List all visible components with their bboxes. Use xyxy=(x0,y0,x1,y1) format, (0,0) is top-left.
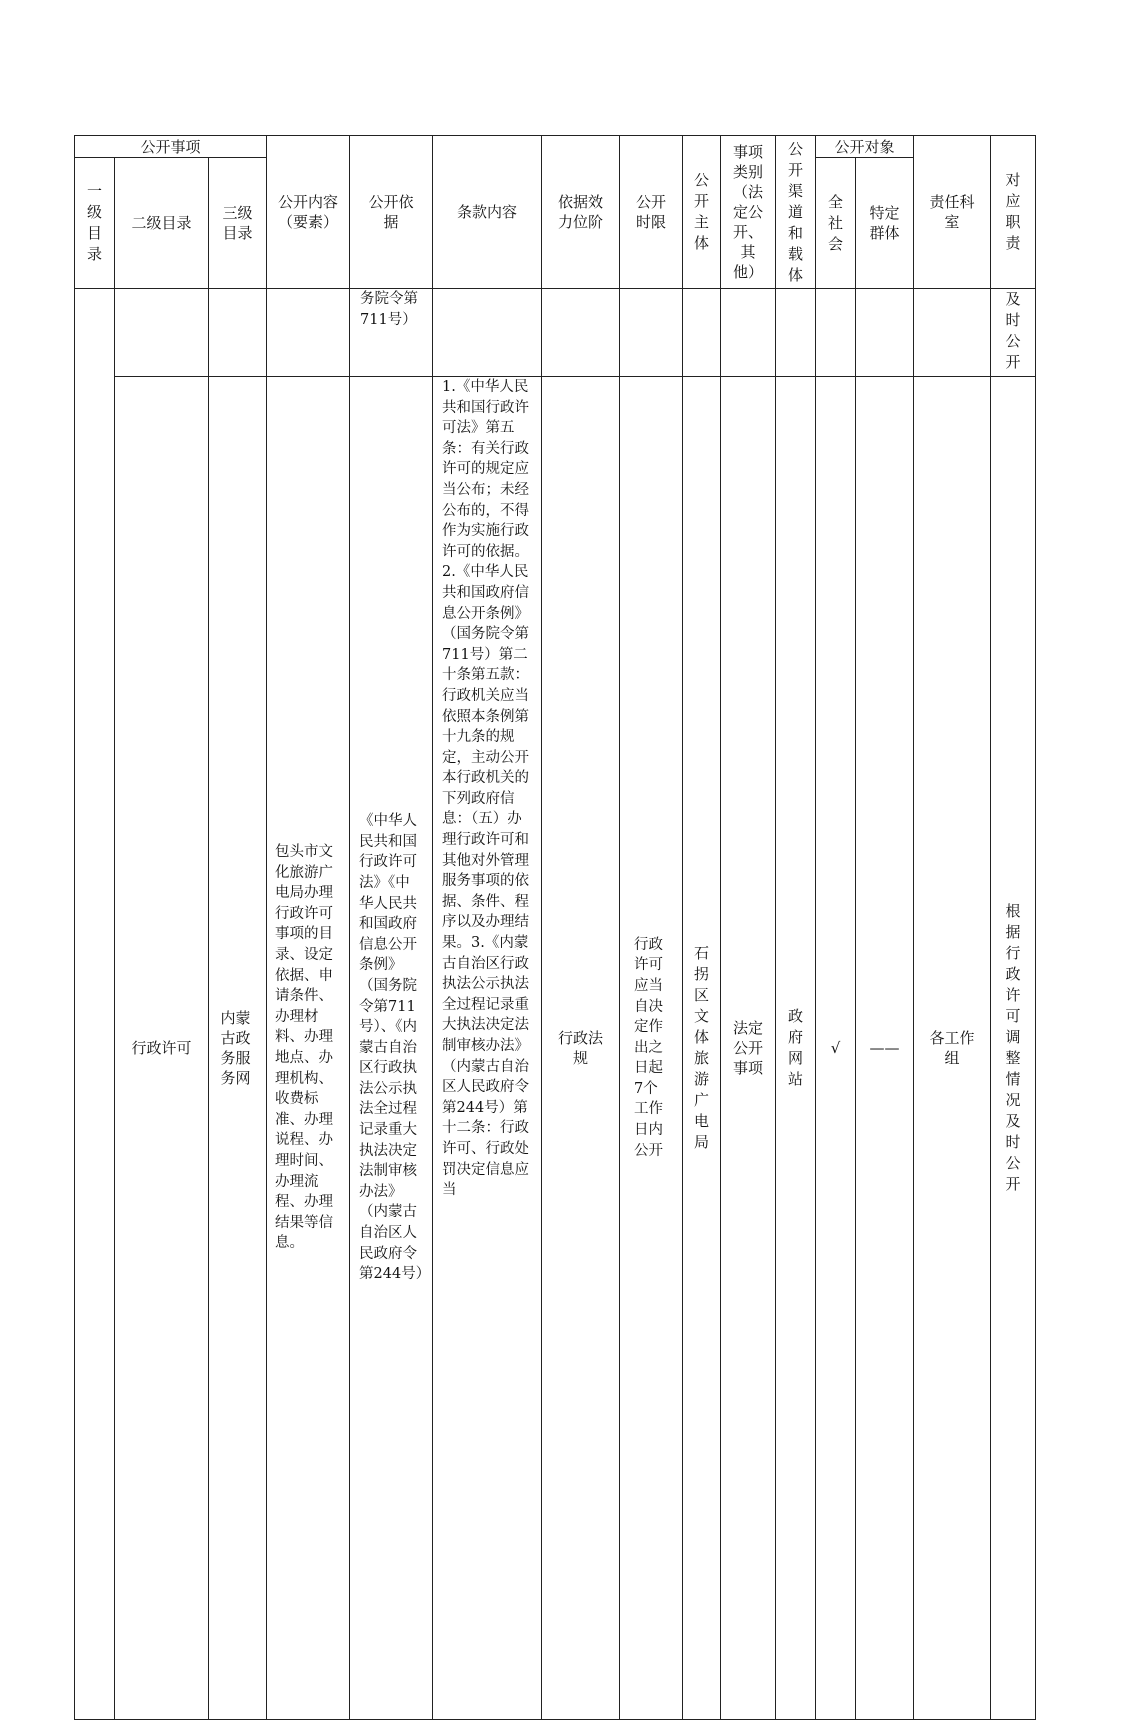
cell-category: 法定公开事项 xyxy=(721,377,776,1720)
cell-subject-prev xyxy=(683,289,721,377)
cell-category-prev xyxy=(721,289,776,377)
cell-level1 xyxy=(75,289,115,1720)
cell-effect-prev xyxy=(542,289,620,377)
cell-level3: 内蒙古政务服务网 xyxy=(209,377,267,1720)
cell-specific-prev xyxy=(856,289,914,377)
header-level3: 三级目录 xyxy=(209,158,267,289)
cell-level2-prev xyxy=(115,289,209,377)
cell-basis: 《中华人民共和国行政许可法》《中华人民共和国政府信息公开条例》（国务院令第711号）、《内蒙古自治区行政执法公示执法全过程记录重大执法决定法制审核办法》（内蒙古自治区人民政府令第244号） xyxy=(350,377,433,1720)
cell-channel: 政府网站 xyxy=(776,377,816,1720)
cell-clause: 1.《中华人民共和国行政许可法》第五条：有关行政许可的规定应当公布；未经公布的，不得作为实施行政许可的依据。2.《中华人民共和国政府信息公开条例》（国务院令第711号）第二十条第五款：行政机关应当依照本条例第十九条的规定，主动公开本行政机关的下列政府信息：（五）办理行政许可和其他对外管理服务事项的依据、条件、程序以及办理结果。3.《内蒙古自治区行政执法公示执法全过程记录重大执法决定法制审核办法》（内蒙古自治区人民政府令第244号）第十二条：行政许可、行政处罚决定信息应当 xyxy=(433,377,542,1720)
cell-duty: 根据行政许可调整情况及时公开 xyxy=(991,377,1036,1720)
header-category: 事项类别（法定公开、其他） xyxy=(721,136,776,289)
cell-office-prev xyxy=(914,289,991,377)
header-level2: 二级目录 xyxy=(115,158,209,289)
cell-time-limit: 行政许可应当自决定作出之日起7个工作日内公开 xyxy=(620,377,683,1720)
cell-level3-prev xyxy=(209,289,267,377)
header-basis: 公开依据 xyxy=(350,136,433,289)
cell-effect-level: 行政法规 xyxy=(542,377,620,1720)
cell-duty-prev: 及时公开 xyxy=(991,289,1036,377)
cell-society: √ xyxy=(816,377,856,1720)
header-public-target: 公开对象 xyxy=(816,136,914,158)
cell-specific: —— xyxy=(856,377,914,1720)
header-society: 全社会 xyxy=(816,158,856,289)
header-duty: 对应职责 xyxy=(991,136,1036,289)
header-subject: 公开主体 xyxy=(683,136,721,289)
cell-content-prev xyxy=(267,289,350,377)
cell-content: 包头市文化旅游广电局办理行政许可事项的目录、设定依据、申请条件、办理材料、办理地点、办理机构、收费标准、办理说程、办理时间、办理流程、办理结果等信息。 xyxy=(267,377,350,1720)
header-public-items: 公开事项 xyxy=(75,136,267,158)
cell-clause-prev xyxy=(433,289,542,377)
cell-society-prev xyxy=(816,289,856,377)
header-office: 责任科室 xyxy=(914,136,991,289)
cell-level2: 行政许可 xyxy=(115,377,209,1720)
table-row-administrative-license xyxy=(75,377,1036,1720)
header-level1: 一级目录 xyxy=(75,158,115,289)
cell-channel-prev xyxy=(776,289,816,377)
cell-time-prev xyxy=(620,289,683,377)
header-channel: 公开渠道和载体 xyxy=(776,136,816,289)
header-time-limit: 公开时限 xyxy=(620,136,683,289)
cell-subject: 石拐区文体旅游广电局 xyxy=(683,377,721,1720)
disclosure-table xyxy=(74,135,1036,1720)
header-specific: 特定群体 xyxy=(856,158,914,289)
cell-office: 各工作组 xyxy=(914,377,991,1720)
table-row-continued xyxy=(75,289,1036,377)
header-clause: 条款内容 xyxy=(433,136,542,289)
header-row-1 xyxy=(75,136,1036,158)
cell-basis-prev: 务院令第711号） xyxy=(350,289,433,377)
header-content: 公开内容（要素） xyxy=(267,136,350,289)
header-effect-level: 依据效力位阶 xyxy=(542,136,620,289)
